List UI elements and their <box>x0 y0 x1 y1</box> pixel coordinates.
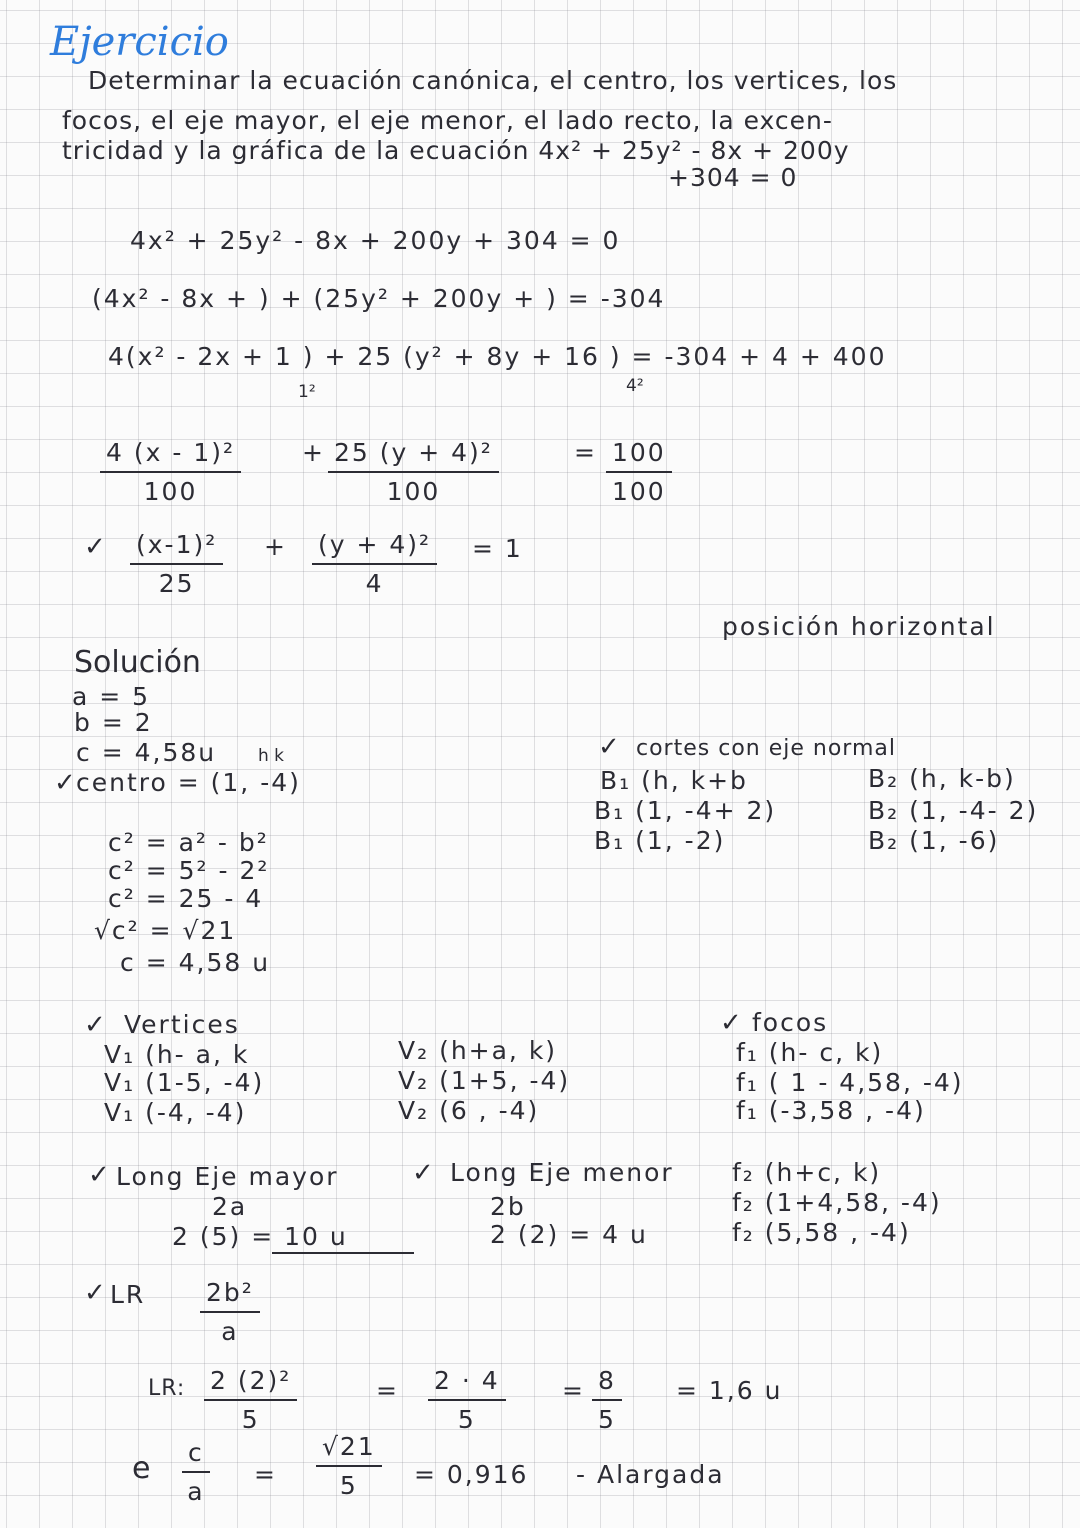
solucion-heading: Solución <box>74 645 201 680</box>
frac-canonical-y <box>312 530 437 598</box>
eje-menor-heading: Long Eje menor <box>450 1158 674 1187</box>
f2-line-1: f₂ (h+c, k) <box>732 1158 882 1187</box>
frac-num: 100 <box>606 438 672 473</box>
frac-num: c <box>182 1438 210 1473</box>
c-calc-line-1: c² = a² - b² <box>108 828 269 857</box>
lr-result: = 1,6 u <box>676 1376 783 1405</box>
eje-menor-calc: 2 (2) = 4 u <box>490 1220 648 1249</box>
hk-labels: h k <box>258 746 285 766</box>
check-mark-icon: ✓ <box>84 1010 106 1040</box>
b1-line-2: B₁ (1, -4+ 2) <box>594 796 777 825</box>
frac-num: (y + 4)² <box>312 530 437 565</box>
frac-den: 100 <box>386 477 441 506</box>
position-note: posición horizontal <box>722 612 996 641</box>
check-mark-icon: ✓ <box>720 1008 742 1038</box>
frac-den: 25 <box>158 569 195 598</box>
check-mark-icon: ✓ <box>84 1278 106 1308</box>
b1-line-1: B₁ (h, k+b <box>600 766 748 795</box>
b2-line-2: B₂ (1, -4- 2) <box>868 796 1039 825</box>
check-mark-icon: ✓ <box>54 768 76 798</box>
equals-sign: = <box>574 438 597 467</box>
eje-mayor-heading: Long Eje mayor <box>116 1162 339 1191</box>
frac-den: 5 <box>598 1405 616 1434</box>
step-sub-2: 4² <box>626 376 644 396</box>
check-mark-icon: ✓ <box>598 732 620 762</box>
f2-line-3: f₂ (5,58 , -4) <box>732 1218 911 1247</box>
f1-line-1: f₁ (h- c, k) <box>736 1038 884 1067</box>
cortes-heading: cortes con eje normal <box>636 736 896 761</box>
b2-line-1: B₂ (h, k-b) <box>868 764 1016 793</box>
c-calc-line-4: √c² = √21 <box>94 916 237 945</box>
frac-num: √21 <box>316 1432 382 1467</box>
equals-sign: = <box>254 1460 277 1489</box>
f1-line-3: f₁ (-3,58 , -4) <box>736 1096 926 1125</box>
frac-den: 5 <box>241 1405 260 1434</box>
equals-one: = 1 <box>472 534 523 563</box>
b1-line-3: B₁ (1, -2) <box>594 826 726 855</box>
lr-calc-frac-3 <box>592 1366 622 1434</box>
f2-line-2: f₂ (1+4,58, -4) <box>732 1188 942 1217</box>
plus-sign: + <box>264 532 287 561</box>
value-a: a = 5 <box>72 682 151 711</box>
eje-mayor-calc: 2 (5) = 10 u <box>172 1222 348 1251</box>
vertices-heading: Vertices <box>124 1010 240 1039</box>
underline <box>272 1252 414 1254</box>
frac-num: 2 · 4 <box>428 1366 506 1401</box>
frac-den: 5 <box>457 1405 476 1434</box>
frac-den: 100 <box>143 477 198 506</box>
ecc-value <box>316 1432 382 1500</box>
lr-calc-frac-2 <box>428 1366 506 1434</box>
b2-line-3: B₂ (1, -6) <box>868 826 1000 855</box>
eje-mayor-formula: 2a <box>212 1192 248 1221</box>
v1-line-1: V₁ (h- a, k <box>104 1040 250 1069</box>
ecc-formula <box>182 1438 210 1506</box>
v2-line-3: V₂ (6 , -4) <box>398 1096 540 1125</box>
c-calc-line-5: c = 4,58 u <box>120 948 271 977</box>
prompt-line-4: +304 = 0 <box>668 163 798 192</box>
focos-heading: focos <box>752 1008 829 1037</box>
prompt-line-1: Determinar la ecuación canónica, el centro, los vertices, los <box>88 66 898 95</box>
frac-num: (x-1)² <box>130 530 223 565</box>
frac-den: a <box>221 1317 239 1346</box>
frac-num: 25 (y + 4)² <box>328 438 499 473</box>
frac-step-a <box>100 438 241 506</box>
step-grouping: (4x² - 8x + ) + (25y² + 200y + ) = -304 <box>92 284 666 313</box>
frac-den: 100 <box>612 477 666 506</box>
v2-line-2: V₂ (1+5, -4) <box>398 1066 571 1095</box>
title: Ejercicio <box>50 19 229 65</box>
centro: centro = (1, -4) <box>76 768 301 797</box>
step-complete-square: 4(x² - 2x + 1 ) + 25 (y² + 8y + 16 ) = -304 + 4 + 400 <box>108 342 887 371</box>
frac-num: 2b² <box>200 1278 260 1313</box>
frac-step-b <box>328 438 499 506</box>
check-mark-icon: ✓ <box>412 1158 434 1188</box>
v2-line-1: V₂ (h+a, k) <box>398 1036 558 1065</box>
ecc-type: - Alargada <box>576 1460 725 1489</box>
frac-den: a <box>187 1477 205 1506</box>
c-calc-line-3: c² = 25 - 4 <box>108 884 264 913</box>
lr-formula <box>200 1278 260 1346</box>
equals-sign: = <box>376 1376 399 1405</box>
frac-canonical-x <box>130 530 223 598</box>
frac-num: 4 (x - 1)² <box>100 438 241 473</box>
equals-sign: = <box>562 1376 585 1405</box>
frac-den: 4 <box>365 569 384 598</box>
frac-num: 8 <box>592 1366 622 1401</box>
v1-line-3: V₁ (-4, -4) <box>104 1098 247 1127</box>
value-c: c = 4,58u <box>76 738 217 767</box>
frac-num: 2 (2)² <box>204 1366 297 1401</box>
ecc-label: e <box>132 1451 151 1486</box>
lr-calc-label: LR: <box>148 1376 186 1401</box>
v1-line-2: V₁ (1-5, -4) <box>104 1068 265 1097</box>
plus-sign: + <box>302 438 325 467</box>
c-calc-line-2: c² = 5² - 2² <box>108 856 270 885</box>
step-original-equation: 4x² + 25y² - 8x + 200y + 304 = 0 <box>130 226 621 255</box>
value-b: b = 2 <box>74 708 153 737</box>
frac-step-c <box>606 438 672 506</box>
f1-line-2: f₁ ( 1 - 4,58, -4) <box>736 1068 964 1097</box>
check-mark-icon: ✓ <box>88 1160 110 1190</box>
prompt-line-2: focos, el eje mayor, el eje menor, el lado recto, la excen- <box>62 106 833 135</box>
prompt-line-3: tricidad y la gráfica de la ecuación 4x² + 25y² - 8x + 200y <box>62 136 850 165</box>
lr-label: LR <box>110 1280 146 1309</box>
lr-calc-frac-1 <box>204 1366 297 1434</box>
ecc-result: = 0,916 <box>414 1460 529 1489</box>
eje-menor-formula: 2b <box>490 1192 526 1221</box>
check-mark-icon: ✓ <box>84 532 106 562</box>
frac-den: 5 <box>339 1471 358 1500</box>
step-sub-1: 1² <box>298 382 316 402</box>
